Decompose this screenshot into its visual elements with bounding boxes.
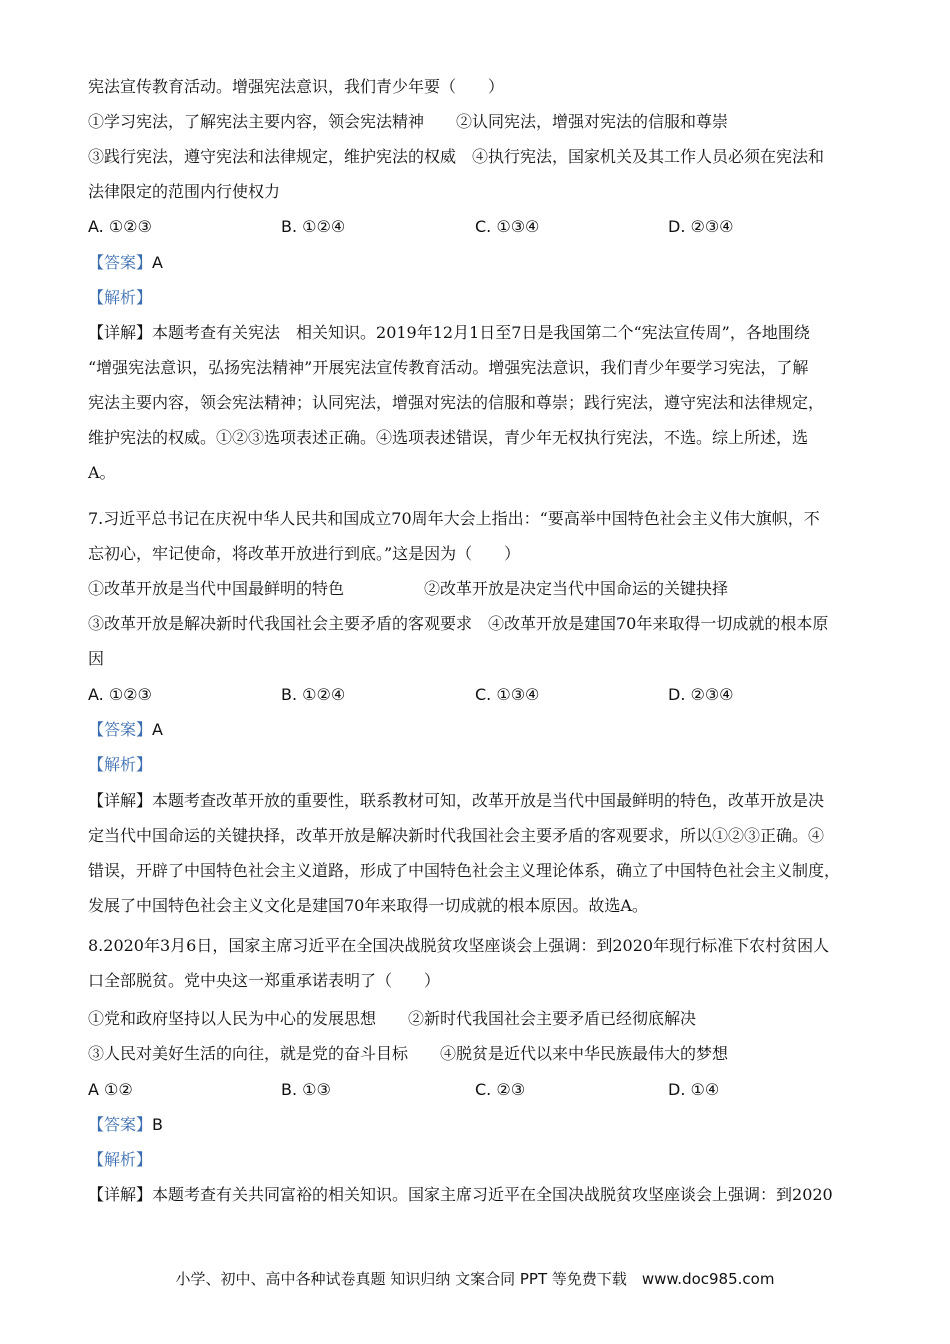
q7-option-c: C. ①③④ [475,685,540,704]
q6-choice-line: ①学习宪法，了解宪法主要内容，领会宪法精神 ②认同宪法，增强对宪法的信服和尊崇 [88,112,729,131]
q6-option-d: D. ②③④ [668,217,734,236]
q8-option-a: A ①② [88,1080,133,1099]
q7-detail-line: 错误，开辟了中国特色社会主义道路，形成了中国特色社会主义理论体系，确立了中国特色社会主义制度， [88,861,841,880]
analysis-label: 【解析】 [88,288,153,307]
analysis-label: 【解析】 [88,755,153,774]
q6-choice-line: 法律限定的范围内行使权力 [88,182,281,201]
q8-option-c: C. ②③ [475,1080,526,1099]
detail-text: 本题考查改革开放的重要性，联系教材可知，改革开放是当代中国最鲜明的特色，改革开放是决 [152,791,825,810]
q8-stem-line: 8.2020年3月6日，国家主席习近平在全国决战脱贫攻坚座谈会上强调：到2020年现行标准下农村贫困人 [88,936,830,955]
q6-option-b: B. ①②④ [281,217,346,236]
answer-value: A [152,720,163,739]
q8-option-b: B. ①③ [281,1080,331,1099]
q8-stem-line: 口全部脱贫。党中央这一郑重承诺表明了（ ） [88,971,441,990]
q8-option-d: D. ①④ [668,1080,720,1099]
q8-answer [88,1114,163,1136]
answer-value: A [152,253,163,272]
q6-detail-line: “增强宪法意识，弘扬宪法精神”开展宪法宣传教育活动。增强宪法意识，我们青少年要学习宪法，了解 [88,358,809,377]
answer-label: 【答案】 [88,253,153,272]
q6-option-a: A. ①②③ [88,217,152,236]
q8-detail-line [88,1184,833,1206]
detail-text: 本题考查有关宪法 相关知识。2019年12月1日至7日是我国第二个“宪法宣传周”，各地围绕 [152,323,810,342]
q6-detail-line: 维护宪法的权威。①②③选项表述正确。④选项表述错误，青少年无权执行宪法，不选。综上所述，选 [88,428,809,447]
detail-text: 本题考查有关共同富裕的相关知识。国家主席习近平在全国决战脱贫攻坚座谈会上强调：到2020 [152,1185,833,1204]
q7-detail-line: 发展了中国特色社会主义文化是建国70年来取得一切成就的根本原因。故选A。 [88,896,648,915]
detail-label: 【详解】 [88,791,153,810]
q6-choice-line: ③践行宪法，遵守宪法和法律规定，维护宪法的权威 ④执行宪法，国家机关及其工作人员必须在宪法和 [88,147,825,166]
q7-choice-line: ①改革开放是当代中国最鲜明的特色 ②改革开放是决定当代中国命运的关键抉择 [88,579,729,598]
q7-detail-line: 定当代中国命运的关键抉择，改革开放是解决新时代我国社会主要矛盾的客观要求，所以①②③正确。④ [88,826,825,845]
q7-option-d: D. ②③④ [668,685,734,704]
q6-detail-line: A。 [88,463,116,482]
analysis-label: 【解析】 [88,1150,153,1169]
q7-choice-line: ③改革开放是解决新时代我国社会主要矛盾的客观要求 ④改革开放是建国70年来取得一切成就的根本原 [88,614,829,633]
detail-label: 【详解】 [88,323,153,342]
q6-detail-line [88,322,810,344]
q8-choice-line: ③人民对美好生活的向往，就是党的奋斗目标 ④脱贫是近代以来中华民族最伟大的梦想 [88,1044,729,1063]
q7-stem-line: 忘初心，牢记使命，将改革开放进行到底。”这是因为（ ） [88,544,521,563]
detail-label: 【详解】 [88,1185,153,1204]
q8-analysis-heading [88,1149,152,1171]
q7-option-b: B. ①②④ [281,685,346,704]
q7-answer [88,719,163,741]
page-footer: 小学、初中、高中各种试卷真题 知识归纳 文案合同 PPT 等免费下载 www.doc985.com [175,1270,775,1288]
answer-value: B [152,1115,163,1134]
q6-option-c: C. ①③④ [475,217,540,236]
q6-analysis-heading [88,287,152,309]
q7-choice-line: 因 [88,649,105,668]
answer-label: 【答案】 [88,1115,153,1134]
q6-detail-line: 宪法主要内容，领会宪法精神；认同宪法，增强对宪法的信服和尊崇；践行宪法，遵守宪法和法律规定， [88,393,825,412]
q7-detail-line [88,790,824,812]
q8-choice-line: ①党和政府坚持以人民为中心的发展思想 ②新时代我国社会主要矛盾已经彻底解决 [88,1009,697,1028]
q7-option-a: A. ①②③ [88,685,152,704]
q6-stem-line: 宪法宣传教育活动。增强宪法意识，我们青少年要（ ） [88,77,505,96]
answer-label: 【答案】 [88,720,153,739]
q6-answer [88,252,163,274]
q7-stem-line: 7.习近平总书记在庆祝中华人民共和国成立70周年大会上指出：“要高举中国特色社会主义伟大旗帜，不 [88,509,820,528]
q7-analysis-heading [88,754,152,776]
